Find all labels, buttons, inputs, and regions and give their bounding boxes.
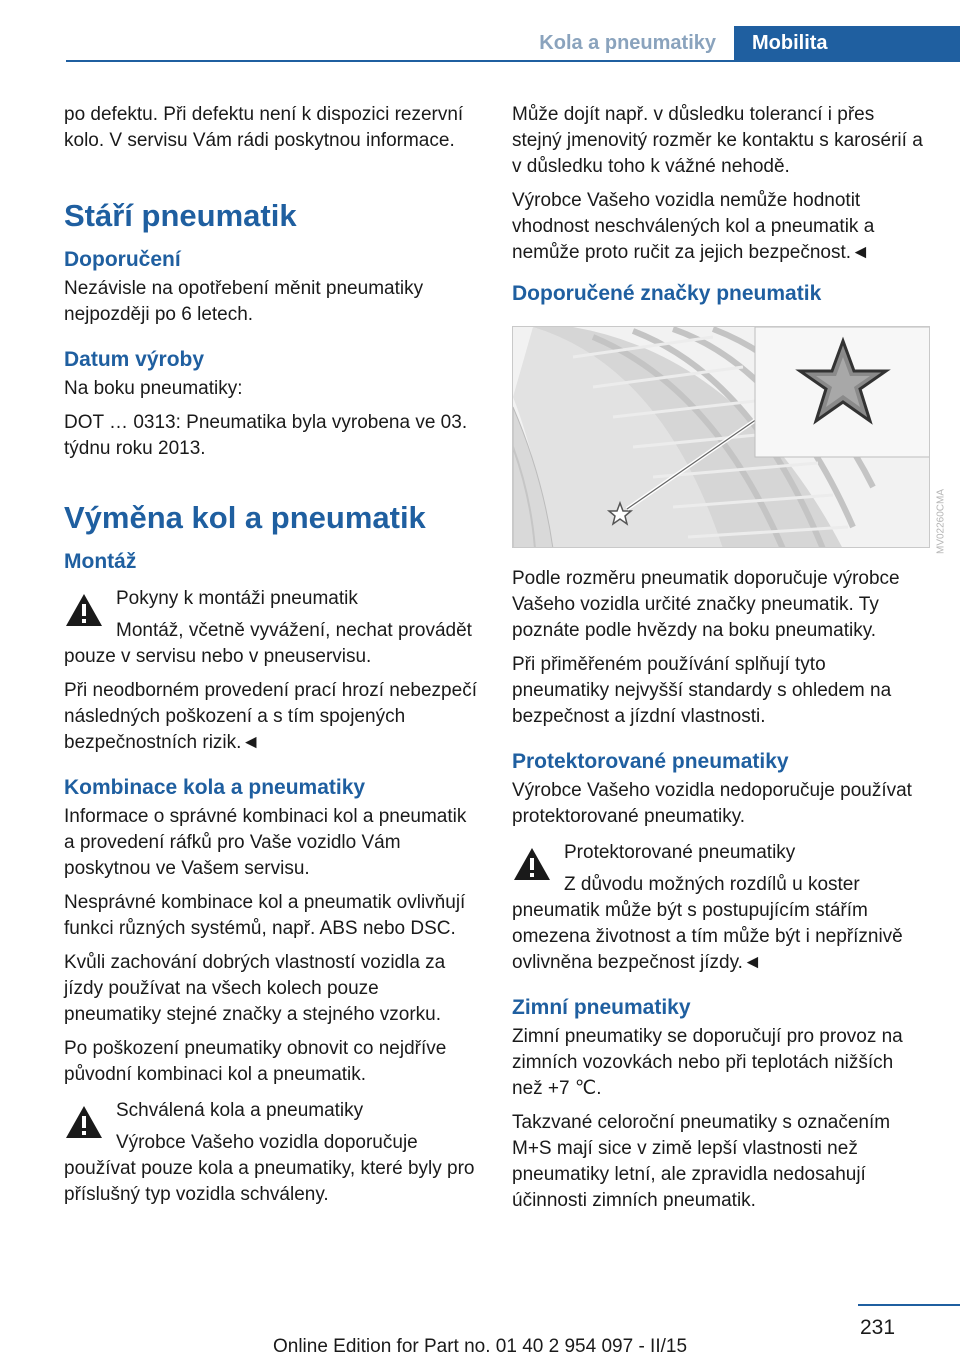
paragraph-recommendation: Nezávisle na opotřebení měnit pneumatiky nejpozději po 6 letech.: [64, 278, 424, 325]
heading-wheel-change: Výměna kol a pneumatik: [64, 500, 426, 535]
paragraph-winter-2: Takzvané celoroční pneumatiky s označením M+S mají sice v zimě lepší vlastnosti než pneumatiky letní, ale zpravidla nedosahují účinnosti zimních pneumatik.: [512, 1112, 891, 1211]
paragraph-continued-2: Výrobce Vašeho vozidla nemůže hodnotit vhodnost neschválených kol a pneumatik a nemůže proto ručit za jejich bezpečnost.◄: [512, 190, 875, 263]
right-column: [512, 102, 928, 1222]
warning-title: Schválená kola a pneumatiky: [116, 1100, 364, 1121]
paragraph-date-1: Na boku pneumatiky:: [64, 378, 243, 399]
figure-code-text: MV02260CMA: [935, 488, 947, 555]
paragraph-combination-2: Nesprávné kombinace kol a pneumatik ovlivňují funkci různých systémů, např. ABS nebo DSC.: [64, 892, 466, 939]
left-column: [64, 102, 480, 1216]
section-tab: Kola a pneumatiky: [539, 32, 716, 54]
subheading-winter: Zimní pneumatiky: [512, 996, 691, 1019]
warning-triangle-icon: [64, 1104, 104, 1140]
paragraph-combination-4: Po poškození pneumatiky obnovit co nejdříve původní kombinaci kol a pneumatik.: [64, 1038, 447, 1085]
subheading-retreaded: Protektorované pneumatiky: [512, 750, 789, 773]
warning-text-2: Při neodborném provedení prací hrozí nebezpečí následných poškození a s tím spojených bezpečnostních rizik.◄: [64, 680, 477, 753]
heading-tyre-age: Stáří pneumatik: [64, 198, 297, 233]
paragraph-combination-3: Kvůli zachování dobrých vlastností vozidla za jízdy používat na všech kolech pouze pneumatiky stejné značky a stejného vzorku.: [64, 952, 446, 1025]
footer-edition: Online Edition for Part no. 01 40 2 954 097 - II/15: [272, 1336, 688, 1357]
figure-code: [934, 478, 948, 568]
page-number: 231: [860, 1316, 896, 1339]
page-header: [66, 26, 960, 62]
page-number-rule: [858, 1304, 960, 1306]
warning-text: Výrobce Vašeho vozidla doporučuje používat pouze kola a pneumatiky, které byly pro příslušný typ vozidla schváleny.: [64, 1132, 475, 1205]
warning-mounting: [64, 586, 480, 756]
warning-approved: [64, 1098, 480, 1208]
warning-text: Z důvodu možných rozdílů u koster pneumatik může být s postupujícím stářím omezena životnost a tím může být i nepříznivě ovlivněna bezpečnost jízdy.◄: [512, 874, 903, 973]
paragraph-retreaded: Výrobce Vašeho vozidla nedoporučuje používat protektorované pneumatiky.: [512, 780, 912, 827]
subheading-production-date: Datum výroby: [64, 348, 205, 371]
subheading-combination: Kombinace kola a pneumatiky: [64, 776, 366, 799]
paragraph-brands-2: Při přiměřeném používání splňují tyto pneumatiky nejvyšší standardy s ohledem na bezpečnost a jízdní vlastnosti.: [512, 654, 892, 727]
paragraph-brands-1: Podle rozměru pneumatik doporučuje výrobce Vašeho vozidla určité značky pneumatik. Ty poznáte podle hvězdy na boku pneumatiky.: [512, 568, 900, 641]
warning-triangle-icon: [512, 846, 552, 882]
chapter-tab: Mobilita: [734, 26, 960, 62]
subheading-mounting: Montáž: [64, 550, 137, 573]
paragraph-combination-1: Informace o správné kombinaci kol a pneumatik a provedení ráfků pro Vaše vozidlo Vám poskytnou ve Vašem servisu.: [64, 806, 467, 879]
tyre-star-figure: [512, 326, 930, 548]
tyre-illustration: [513, 327, 930, 548]
warning-title: Protektorované pneumatiky: [564, 842, 796, 863]
subheading-recommended-brands: Doporučené značky pneumatik: [512, 282, 822, 305]
paragraph-date-2: DOT … 0313: Pneumatika byla vyrobena ve 03. týdnu roku 2013.: [64, 412, 468, 459]
warning-triangle-icon: [64, 592, 104, 628]
warning-retreaded: [512, 840, 928, 976]
warning-text: Montáž, včetně vyvážení, nechat provádět pouze v servisu nebo v pneuservisu.: [64, 620, 472, 667]
paragraph-continued-1: Může dojít např. v důsledku tolerancí i přes stejný jmenovitý rozměr ke kontaktu s karosérií a v důsledku toho k vážné nehodě.: [512, 104, 923, 177]
paragraph-winter-1: Zimní pneumatiky se doporučují pro provoz na zimních vozovkách nebo při teplotách nižších než +7 ℃.: [512, 1026, 903, 1099]
paragraph-intro: po defektu. Při defektu není k dispozici rezervní kolo. V servisu Vám rádi poskytnou informace.: [64, 104, 464, 151]
subheading-recommendation: Doporučení: [64, 248, 181, 271]
warning-title: Pokyny k montáži pneumatik: [116, 588, 358, 609]
